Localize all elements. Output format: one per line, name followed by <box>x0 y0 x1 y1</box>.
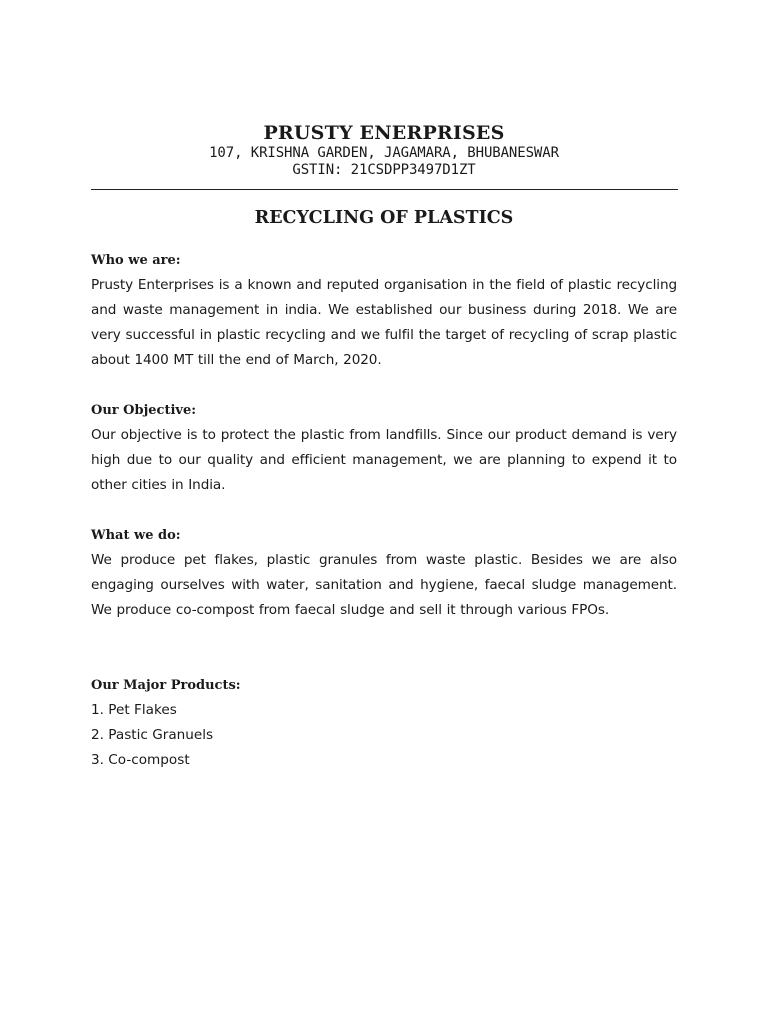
section-products <box>91 673 677 773</box>
document-title: RECYCLING OF PLASTICS <box>254 208 514 228</box>
section-who-we-are <box>91 248 677 373</box>
company-gstin: GSTIN: 21CSDPP3497D1ZT <box>292 162 476 178</box>
company-address: 107, KRISHNA GARDEN, JAGAMARA, BHUBANESWAR <box>209 145 559 161</box>
section-what-we-do <box>91 523 677 623</box>
letterhead <box>90 121 678 179</box>
section-body-what-we-do: We produce pet flakes, plastic granules from waste plastic. Besides we are also engaging ourselves with water, sanitation and hygiene, faecal sludge management. We produce co-compost from faecal sludge and sell it through various FPOs. <box>91 552 677 618</box>
section-body-who-we-are: Prusty Enterprises is a known and reputed organisation in the field of plastic recycling and waste management in india. We established our business during 2018. We are very successful in plastic recycling and we fulfil the target of recycling of scrap plastic about 1400 MT till the end of March, 2020. <box>91 277 677 368</box>
section-heading-products: Our Major Products: <box>91 678 241 693</box>
company-name: PRUSTY ENERPRISES <box>263 122 505 144</box>
section-heading-objective: Our Objective: <box>91 403 197 418</box>
section-heading-who-we-are: Who we are: <box>91 253 181 268</box>
header-divider <box>91 189 678 190</box>
section-objective <box>91 398 677 498</box>
list-item-product: 1. Pet Flakes <box>91 702 177 718</box>
section-body-objective: Our objective is to protect the plastic from landfills. Since our product demand is very high due to our quality and efficient management, we are planning to expend it to other cities in India. <box>91 427 677 493</box>
section-heading-what-we-do: What we do: <box>91 528 181 543</box>
list-item-product: 2. Pastic Granuels <box>91 727 214 743</box>
list-item-product: 3. Co-compost <box>91 752 190 768</box>
